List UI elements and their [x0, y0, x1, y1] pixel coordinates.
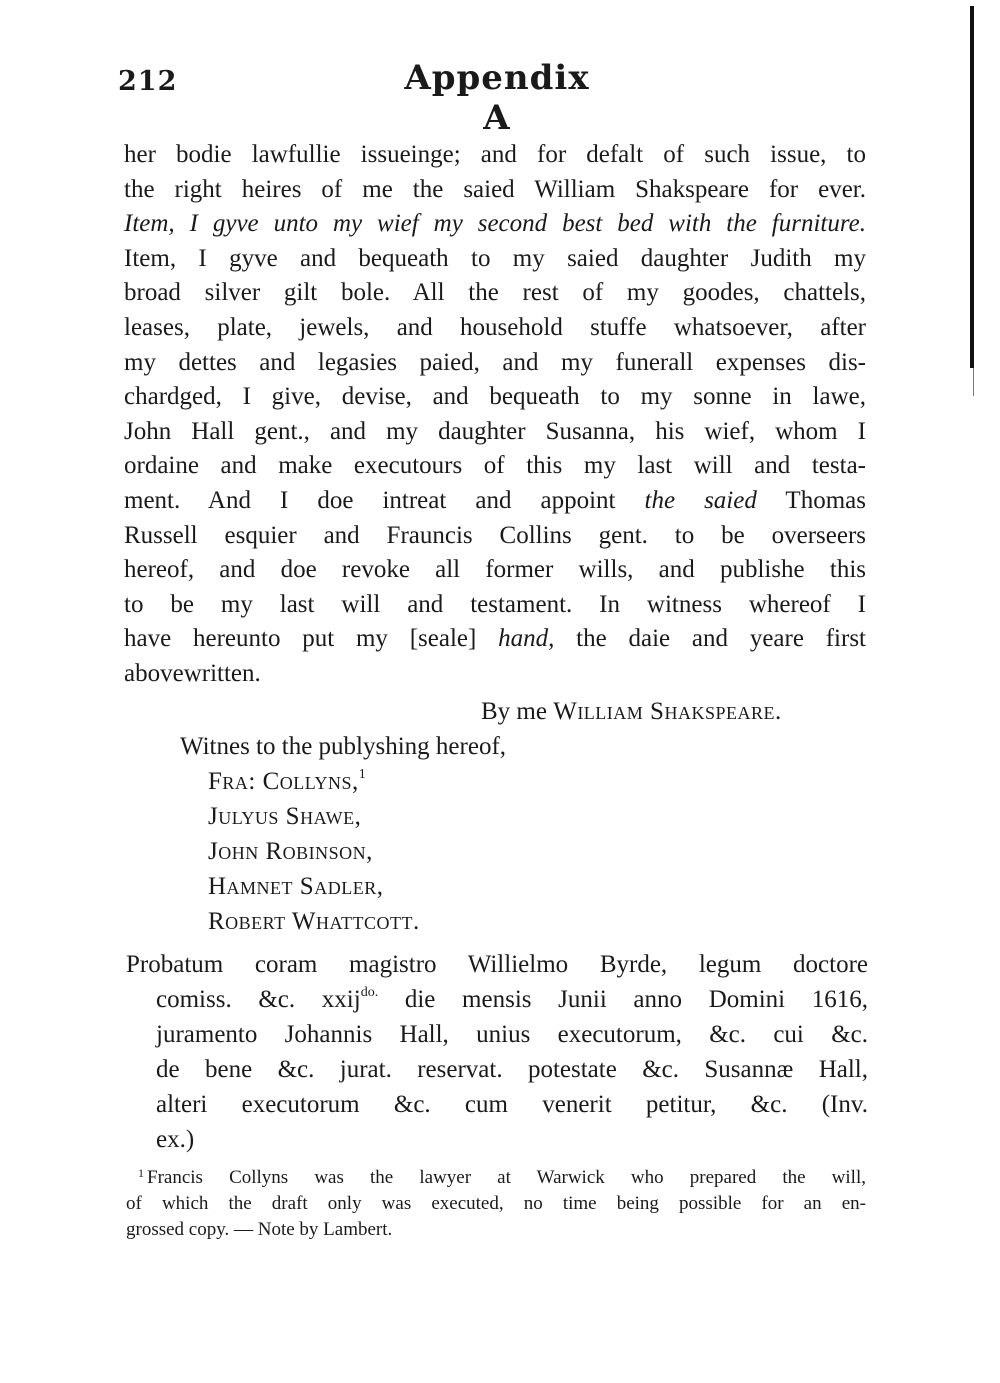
- footnote-line: grossed copy. — Note by Lambert.: [126, 1219, 393, 1240]
- text-line: [124, 622, 866, 657]
- text-line: the right heires of me the saied William Shakspeare for ever.: [124, 175, 866, 203]
- footnote-reference: 1: [358, 766, 367, 782]
- text-line: John Hall gent., and my daughter Susanna, his wief, whom I: [124, 417, 866, 445]
- scan-edge-rule: [970, 6, 974, 368]
- text-line: [124, 484, 866, 519]
- ordinal-superscript: do.: [360, 984, 379, 1000]
- text-line: broad silver gilt bole. All the rest of my goodes, chattels,: [124, 279, 866, 307]
- text-fragment: And I doe intreat and appoint: [207, 486, 616, 514]
- text-line: to be my last will and testament. In witness whereof I: [124, 590, 866, 618]
- text-fragment: Thomas: [785, 486, 866, 514]
- footnote-marker: 1: [138, 1166, 144, 1180]
- text-line: ordaine and make executours of this my last will and testa-: [124, 452, 866, 480]
- text-line-italic: Item, I gyve unto my wief my second best bed with the furniture.: [124, 210, 866, 238]
- probate-note: [126, 947, 868, 1157]
- text-fragment-italic: the saied: [644, 486, 757, 514]
- probate-line: juramento Johannis Hall, unius executorum, &c. cui &c.: [156, 1021, 868, 1048]
- witness-name: Hamnet Sadler,: [208, 873, 384, 900]
- text-fragment: Francis Collyns was the lawyer at Warwick who prepared the will,: [147, 1167, 866, 1188]
- probate-line: [126, 982, 868, 1017]
- text-line: hereof, and doe revoke all former wills, and publishe this: [124, 556, 866, 584]
- footnote-line: [126, 1165, 866, 1191]
- witnesses-heading: Witnes to the publyshing hereof,: [180, 733, 507, 760]
- witness-name: John Robinson,: [208, 838, 373, 865]
- signature-name: William Shakspeare.: [553, 698, 782, 725]
- text-fragment: the daie and yeare first: [576, 625, 866, 653]
- text-fragment: comiss. &c. xxij: [156, 986, 361, 1013]
- footnote-line: of which the draft only was executed, no time being possible for an en-: [126, 1193, 866, 1214]
- text-fragment: ment.: [124, 486, 181, 514]
- signature-line: [481, 695, 782, 729]
- probate-line: Probatum coram magistro Willielmo Byrde, legum doctore: [126, 951, 868, 978]
- probate-line: ex.): [156, 1126, 195, 1153]
- witness-list: [208, 764, 420, 939]
- probate-line: alteri executorum &c. cum venerit petitur, &c. (Inv.: [156, 1091, 868, 1118]
- text-line: my dettes and legasies paied, and my funerall expenses dis-: [124, 348, 866, 376]
- text-line: abovewritten.: [124, 659, 261, 687]
- running-head: Appendix A: [404, 58, 590, 138]
- text-line: Russell esquier and Frauncis Collins gent. to be overseers: [124, 521, 866, 549]
- text-fragment: die mensis Junii anno Domini 1616,: [404, 986, 868, 1013]
- text-line: chardged, I give, devise, and bequeath to my sonne in lawe,: [124, 383, 866, 411]
- probate-line: de bene &c. jurat. reservat. potestate &c. Susannæ Hall,: [156, 1056, 868, 1083]
- witness-name-text: Fra: Collyns,: [208, 768, 359, 795]
- will-text: [124, 138, 866, 692]
- page-number: 212: [118, 66, 178, 97]
- footnote: [126, 1165, 866, 1243]
- witness-name: Julyus Shawe,: [208, 803, 362, 830]
- text-line: Item, I gyve and bequeath to my saied daughter Judith my: [124, 244, 866, 272]
- witness-name: [208, 764, 420, 799]
- witness-name: Robert Whattcott.: [208, 908, 420, 935]
- scan-edge-rule-faint: [973, 368, 974, 396]
- text-line: her bodie lawfullie issueinge; and for defalt of such issue, to: [124, 141, 866, 168]
- signature-prefix: By me: [481, 698, 547, 725]
- text-line: leases, plate, jewels, and household stuffe whatsoever, after: [124, 313, 866, 341]
- text-fragment-italic: hand,: [498, 625, 555, 653]
- text-fragment: have hereunto put my [seale]: [124, 625, 477, 653]
